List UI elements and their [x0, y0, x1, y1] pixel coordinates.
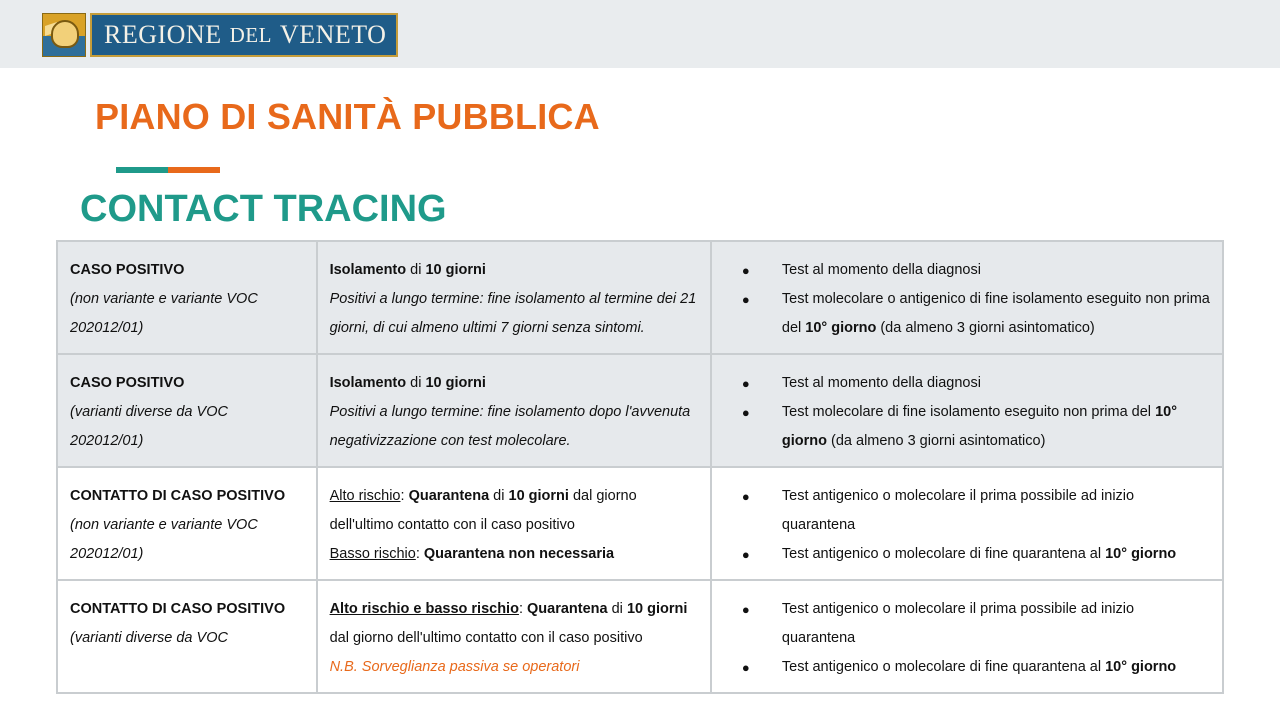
- test-day: 10° giorno: [1105, 659, 1177, 675]
- test-text: Test antigenico o molecolare di fine quarantena al: [781, 546, 1106, 562]
- case-note: (varianti diverse da VOC 202012/01): [70, 404, 228, 449]
- table-row: [57, 241, 1223, 354]
- quarantine-cell: [317, 580, 711, 693]
- test-text: Test antigenico o molecolare il prima possibile ad inizio quarantena: [781, 601, 1135, 646]
- list-item: [730, 482, 1210, 540]
- bullet-icon: ●: [741, 292, 750, 307]
- tests-cell: [711, 354, 1223, 467]
- logo-word-regione: REGIONE: [104, 20, 222, 49]
- colon: :: [400, 488, 409, 504]
- bullet-icon: ●: [741, 547, 750, 562]
- quarantine-of: di: [489, 488, 509, 504]
- quarantine-days: 10 giorni: [626, 601, 688, 617]
- table-row: [57, 467, 1223, 580]
- case-label: CASO POSITIVO: [70, 262, 185, 278]
- test-day: 10° giorno: [805, 320, 877, 336]
- case-label: CONTATTO DI CASO POSITIVO: [70, 488, 286, 504]
- isolation-label: Isolamento: [329, 262, 407, 278]
- test-text-end: (da almeno 3 giorni asintomatico): [826, 433, 1046, 449]
- low-risk-label: Basso rischio: [329, 546, 416, 562]
- quarantine-of: di: [607, 601, 627, 617]
- case-label: CASO POSITIVO: [70, 375, 185, 391]
- isolation-detail: Positivi a lungo termine: fine isolamento al termine dei 21 giorni, di cui almeno ultimi 7 giorni senza sintomi.: [329, 291, 697, 336]
- list-item: [730, 369, 1210, 398]
- test-day: 10° giorno: [1105, 546, 1177, 562]
- bullet-icon: ●: [741, 489, 750, 504]
- test-text: Test al momento della diagnosi: [781, 375, 981, 391]
- case-cell: [57, 241, 317, 354]
- bullet-icon: ●: [741, 602, 750, 617]
- quarantine-from: dal giorno dell'ultimo contatto con il caso positivo: [329, 488, 637, 533]
- test-text: Test al momento della diagnosi: [781, 262, 981, 278]
- risk-label: Alto rischio e basso rischio: [329, 601, 519, 617]
- contact-tracing-table: [56, 240, 1224, 694]
- low-risk-text: Quarantena non necessaria: [423, 546, 615, 562]
- bullet-icon: ●: [741, 263, 750, 278]
- header-bar: [0, 0, 1280, 68]
- list-item: [730, 256, 1210, 285]
- case-note: (non variante e variante VOC 202012/01): [70, 291, 258, 336]
- case-note: (non variante e variante VOC 202012/01): [70, 517, 258, 562]
- colon: :: [415, 546, 424, 562]
- logo-word-veneto: VENETO: [279, 20, 387, 49]
- table-row: [57, 580, 1223, 693]
- high-risk-label: Alto rischio: [329, 488, 401, 504]
- case-cell: [57, 580, 317, 693]
- accent-line-orange: [168, 167, 220, 173]
- isolation-cell: [317, 354, 711, 467]
- test-text: Test molecolare o antigenico di fine isolamento eseguito non prima del: [781, 291, 1210, 336]
- test-text: Test molecolare di fine isolamento eseguito non prima del: [781, 404, 1156, 420]
- isolation-of: di: [406, 262, 426, 278]
- isolation-label: Isolamento: [329, 375, 407, 391]
- regione-veneto-logo[interactable]: [42, 13, 398, 57]
- tests-cell: [711, 241, 1223, 354]
- test-text-end: (da almeno 3 giorni asintomatico): [876, 320, 1095, 336]
- list-item: [730, 398, 1210, 456]
- quarantine-label: Quarantena: [527, 601, 608, 617]
- case-cell: [57, 467, 317, 580]
- isolation-cell: [317, 241, 711, 354]
- accent-line-teal: [116, 167, 168, 173]
- logo-word-del: DEL: [229, 22, 272, 47]
- list-item: [730, 285, 1210, 343]
- note-text: N.B. Sorveglianza passiva se operatori: [329, 659, 580, 675]
- page-title: PIANO DI SANITÀ PUBBLICA: [95, 96, 600, 137]
- isolation-days: 10 giorni: [425, 375, 486, 391]
- lion-crest-icon: [42, 13, 86, 57]
- isolation-of: di: [406, 375, 426, 391]
- bullet-icon: ●: [741, 660, 750, 675]
- quarantine-label: Quarantena: [408, 488, 490, 504]
- test-text: Test antigenico o molecolare di fine quarantena al: [781, 659, 1106, 675]
- test-day: 10° giorno: [781, 404, 1177, 449]
- case-label: CONTATTO DI CASO POSITIVO: [70, 601, 286, 617]
- section-title: CONTACT TRACING: [80, 188, 447, 230]
- isolation-detail: Positivi a lungo termine: fine isolamento dopo l'avvenuta negativizzazione con test molecolare.: [329, 404, 691, 449]
- list-item: [730, 653, 1210, 682]
- tests-cell: [711, 467, 1223, 580]
- logo-text: [90, 13, 398, 57]
- case-note: (varianti diverse da VOC: [70, 630, 228, 646]
- list-item: [730, 595, 1210, 653]
- quarantine-cell: [317, 467, 711, 580]
- table-row: [57, 354, 1223, 467]
- colon: :: [518, 601, 527, 617]
- quarantine-from: dal giorno dell'ultimo contatto con il caso positivo: [329, 630, 643, 646]
- bullet-icon: ●: [741, 405, 750, 420]
- isolation-days: 10 giorni: [425, 262, 486, 278]
- list-item: [730, 540, 1210, 569]
- quarantine-days: 10 giorni: [508, 488, 569, 504]
- test-text: Test antigenico o molecolare il prima possibile ad inizio quarantena: [781, 488, 1135, 533]
- case-cell: [57, 354, 317, 467]
- bullet-icon: ●: [741, 376, 750, 391]
- tests-cell: [711, 580, 1223, 693]
